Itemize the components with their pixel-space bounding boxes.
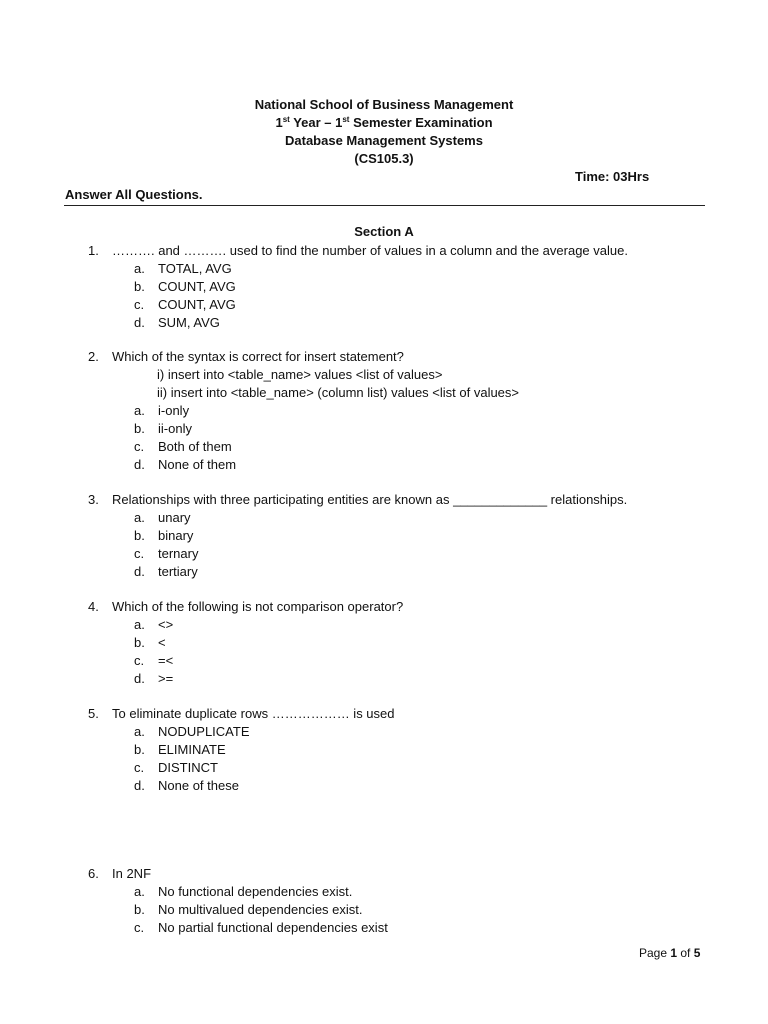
option-letter: a. [134,403,145,418]
option [0,723,768,741]
option-text: SUM, AVG [158,315,220,330]
question-4 [0,598,768,688]
question-text: ………. and ………. used to find the number of values in a column and the average value. [112,243,628,258]
option [0,563,768,581]
option-letter: d. [134,671,145,686]
option-text: >= [158,671,174,686]
option-text: DISTINCT [158,760,218,775]
option-letter: b. [134,528,145,543]
option-letter: a. [134,261,145,276]
question-6 [0,865,768,937]
page-middle: of [677,946,694,960]
option-letter: b. [134,421,145,436]
option-text: Both of them [158,439,232,454]
option [0,616,768,634]
option-letter: a. [134,884,145,899]
semester-number: 1 [335,115,343,130]
option-letter: a. [134,510,145,525]
year-label: Year – [289,115,336,130]
option [0,509,768,527]
option-letter: b. [134,742,145,757]
option [0,919,768,937]
option-text: No multivalued dependencies exist. [158,902,363,917]
option [0,634,768,652]
year-number: 1 [275,115,283,130]
option-letter: c. [134,546,145,561]
option [0,545,768,563]
option-text: TOTAL, AVG [158,261,232,276]
option-letter: c. [134,439,145,454]
instruction: Answer All Questions. [65,187,203,202]
question-2 [0,348,768,474]
syntax-line: ii) insert into <table_name> (column list) values <list of values> [157,385,520,400]
option [0,420,768,438]
option [0,314,768,332]
question-1 [0,242,768,332]
question-text: Relationships with three participating entities are known as _____________ relationships. [112,492,628,507]
option-letter: c. [134,920,145,935]
syntax-line: i) insert into <table_name> values <list of values> [157,367,443,382]
option [0,278,768,296]
option [0,402,768,420]
option-text: ii-only [158,421,192,436]
option-text: None of these [158,778,239,793]
option [0,759,768,777]
option [0,741,768,759]
option-text: i-only [158,403,190,418]
option [0,777,768,795]
question-text: In 2NF [112,866,152,881]
option [0,527,768,545]
option-text: < [158,635,166,650]
semester-label: Semester Examination [349,115,493,130]
question-number: 4. [88,599,99,614]
option-letter: d. [134,457,145,472]
option [0,456,768,474]
option-letter: b. [134,279,145,294]
option-letter: c. [134,297,145,312]
option-letter: a. [134,617,145,632]
question-3 [0,491,768,581]
option-text: <> [158,617,174,632]
option [0,670,768,688]
exam-time: Time: 03Hrs [575,169,650,184]
option-text: ternary [158,546,199,561]
section-title: Section A [354,224,414,239]
option [0,296,768,314]
question-number: 6. [88,866,99,881]
header-divider [64,205,705,206]
page-current: 1 [670,946,678,960]
question-number: 2. [88,349,99,364]
question-number: 5. [88,706,99,721]
option-text: COUNT, AVG [158,297,236,312]
option-letter: d. [134,778,145,793]
option-text: ELIMINATE [158,742,226,757]
option-text: No functional dependencies exist. [158,884,353,899]
question-5 [0,705,768,795]
page-number [639,946,700,960]
subject-name: Database Management Systems [285,133,483,148]
option-letter: c. [134,760,145,775]
option-letter: d. [134,315,145,330]
option-letter: b. [134,635,145,650]
option-letter: b. [134,902,145,917]
option-text: No partial functional dependencies exist [158,920,388,935]
option [0,901,768,919]
option-letter: a. [134,724,145,739]
option-text: COUNT, AVG [158,279,236,294]
exam-year-semester [0,114,768,132]
option [0,883,768,901]
question-number: 1. [88,243,99,258]
option-text: tertiary [158,564,198,579]
page-prefix: Page [639,946,671,960]
question-text: Which of the syntax is correct for insert statement? [112,349,404,364]
option [0,260,768,278]
school-name: National School of Business Management [254,97,514,112]
question-text: To eliminate duplicate rows ……………… is used [112,706,395,721]
exam-header [0,96,768,168]
option-text: =< [158,653,174,668]
question-text: Which of the following is not comparison operator? [112,599,404,614]
year-ordinal: st [282,115,290,124]
option-letter: c. [134,653,145,668]
option-letter: d. [134,564,145,579]
option-text: binary [158,528,194,543]
option-text: NODUPLICATE [158,724,250,739]
option [0,438,768,456]
option [0,652,768,670]
option-text: unary [158,510,191,525]
question-number: 3. [88,492,99,507]
page-total: 5 [693,946,701,960]
option-text: None of them [158,457,237,472]
course-code: (CS105.3) [354,151,414,166]
semester-ordinal: st [342,115,350,124]
